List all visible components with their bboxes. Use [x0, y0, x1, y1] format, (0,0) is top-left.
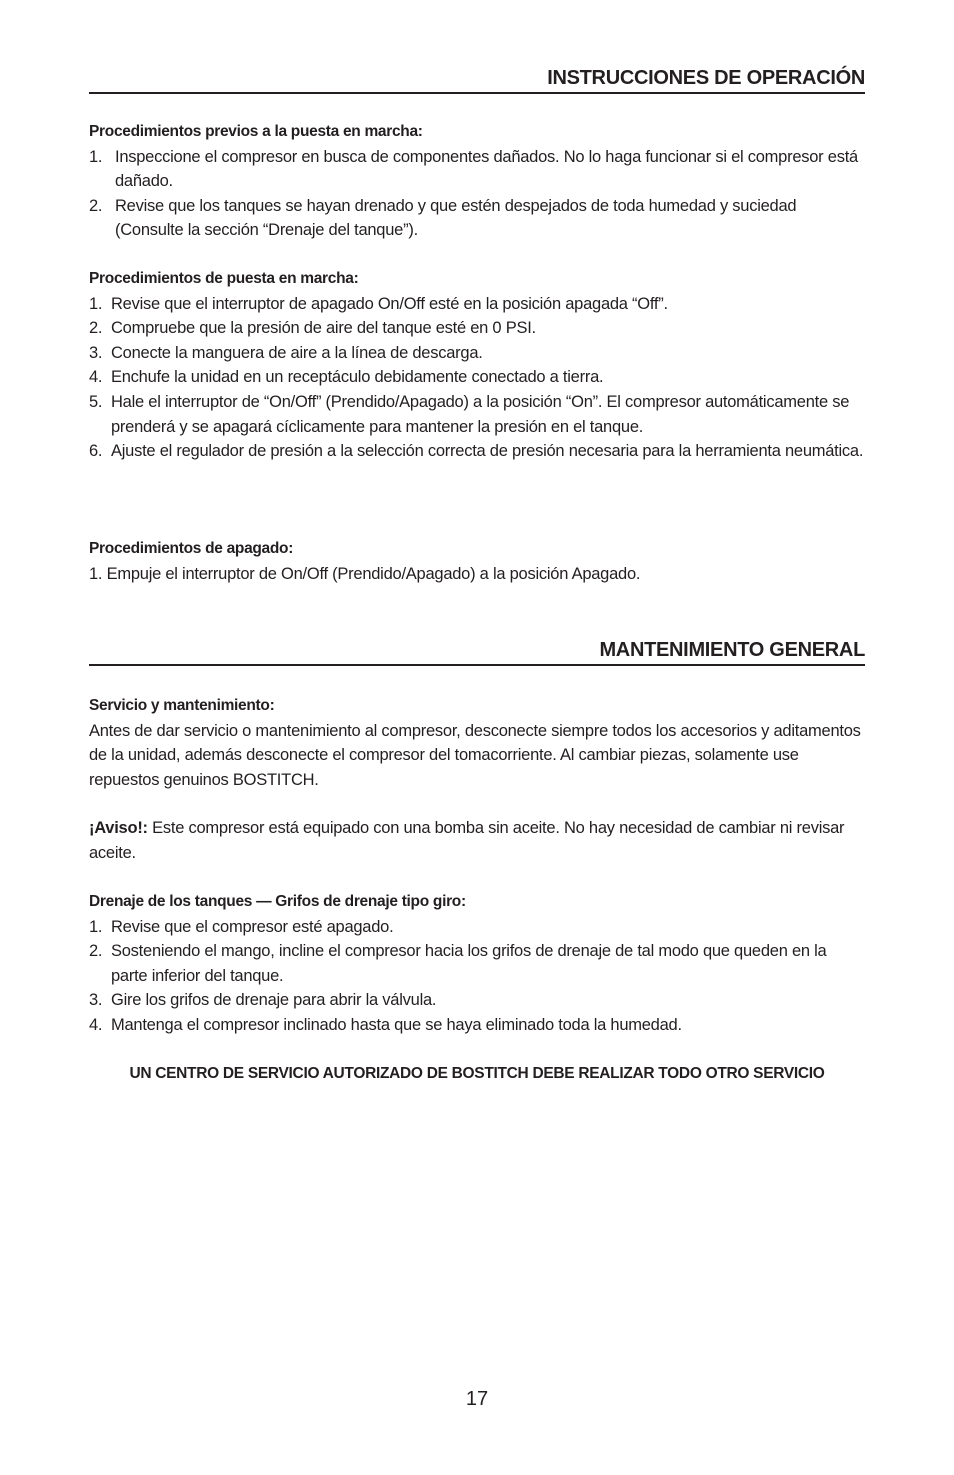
- list-item-number: 2.: [89, 319, 103, 338]
- list-item-number: 4.: [89, 1015, 103, 1034]
- list-item-number: 1.: [89, 917, 103, 936]
- list-item: [89, 365, 865, 390]
- pre-start-procedures: [89, 120, 865, 243]
- list-item-number: 6.: [89, 442, 103, 461]
- list-item: [89, 915, 865, 940]
- warning-block: [89, 816, 865, 865]
- tank-drain-procedures: [89, 890, 865, 1038]
- pre-start-list: [89, 145, 865, 243]
- list-item-number: 3.: [89, 991, 103, 1010]
- page-number: 17: [465, 1388, 489, 1410]
- list-item: [89, 341, 865, 366]
- start-heading: Procedimientos de puesta en marcha:: [89, 270, 359, 287]
- list-item-number: 1.: [89, 147, 103, 166]
- list-item: [89, 316, 865, 341]
- operation-section-title: INSTRUCCIONES DE OPERACIÓN: [89, 66, 865, 94]
- maintenance-section-title: MANTENIMIENTO GENERAL: [89, 638, 865, 666]
- list-item-text: Compruebe que la presión de aire del tanque esté en 0 PSI.: [111, 319, 536, 338]
- list-item-text: Ajuste el regulador de presión a la selección correcta de presión necesaria para la herramienta neumática.: [111, 442, 864, 461]
- list-item-number: 4.: [89, 368, 103, 387]
- list-item-text: Gire los grifos de drenaje para abrir la válvula.: [111, 991, 437, 1010]
- warning-paragraph: [89, 816, 865, 865]
- list-item: [89, 194, 865, 243]
- list-item-number: 5.: [89, 392, 103, 411]
- list-item: [89, 292, 865, 317]
- list-item-text: Revise que el interruptor de apagado On/Off esté en la posición apagada “Off”.: [111, 294, 668, 313]
- list-item-text: Inspeccione el compresor en busca de componentes dañados. No lo haga funcionar si el compresor está dañado.: [115, 147, 858, 191]
- list-item: [89, 390, 865, 439]
- service-maintenance: [89, 694, 865, 792]
- list-item-text: Sosteniendo el mango, incline el compresor hacia los grifos de drenaje de tal modo que queden en la parte inferior del tanque.: [111, 942, 827, 985]
- warning-label: ¡Aviso!:: [89, 819, 148, 837]
- list-item: [89, 939, 865, 988]
- list-item-text: Conecte la manguera de aire a la línea de descarga.: [111, 343, 483, 362]
- service-paragraph: Antes de dar servicio o mantenimiento al compresor, desconecte siempre todos los accesorios y aditamentos de la unidad, además desconecte el compresor del tomacorriente. Al cambiar piezas, solamente use repuestos genuinos BOSTITCH.: [89, 721, 861, 789]
- list-item-number: 2.: [89, 942, 103, 961]
- shutdown-heading: Procedimientos de apagado:: [89, 540, 294, 557]
- shutdown-procedures: [89, 537, 865, 586]
- pre-start-heading: Procedimientos previos a la puesta en marcha:: [89, 123, 423, 140]
- list-item-number: 2.: [89, 196, 103, 215]
- authorized-service-notice: UN CENTRO DE SERVICIO AUTORIZADO DE BOSTITCH DEBE REALIZAR TODO OTRO SERVICIO: [129, 1065, 825, 1082]
- start-list: [89, 292, 865, 464]
- list-item: [89, 145, 865, 194]
- list-item-text: Enchufe la unidad en un receptáculo debidamente conectado a tierra.: [111, 368, 604, 387]
- list-item-number: 3.: [89, 343, 103, 362]
- list-item: [89, 988, 865, 1013]
- shutdown-step: 1. Empuje el interruptor de On/Off (Prendido/Apagado) a la posición Apagado.: [89, 564, 641, 583]
- start-procedures: [89, 267, 865, 464]
- service-heading: Servicio y mantenimiento:: [89, 697, 275, 714]
- list-item-text: Mantenga el compresor inclinado hasta que se haya eliminado toda la humedad.: [111, 1015, 682, 1034]
- list-item-text: Revise que el compresor esté apagado.: [111, 917, 394, 936]
- list-item-text: Hale el interruptor de “On/Off” (Prendido/Apagado) a la posición “On”. El compresor automáticamente se prenderá y se apagará cíclicamente para mantener la presión en el tanque.: [111, 392, 850, 436]
- list-item: [89, 439, 865, 464]
- list-item-text: Revise que los tanques se hayan drenado y que estén despejados de toda humedad y suciedad (Consulte la sección “Drenaje del tanque”).: [115, 196, 797, 240]
- list-item-number: 1.: [89, 294, 103, 313]
- drain-heading: Drenaje de los tanques — Grifos de drenaje tipo giro:: [89, 893, 466, 910]
- warning-text: Este compresor está equipado con una bomba sin aceite. No hay necesidad de cambiar ni revisar aceite.: [89, 819, 845, 862]
- drain-list: [89, 915, 865, 1038]
- list-item: [89, 1013, 865, 1038]
